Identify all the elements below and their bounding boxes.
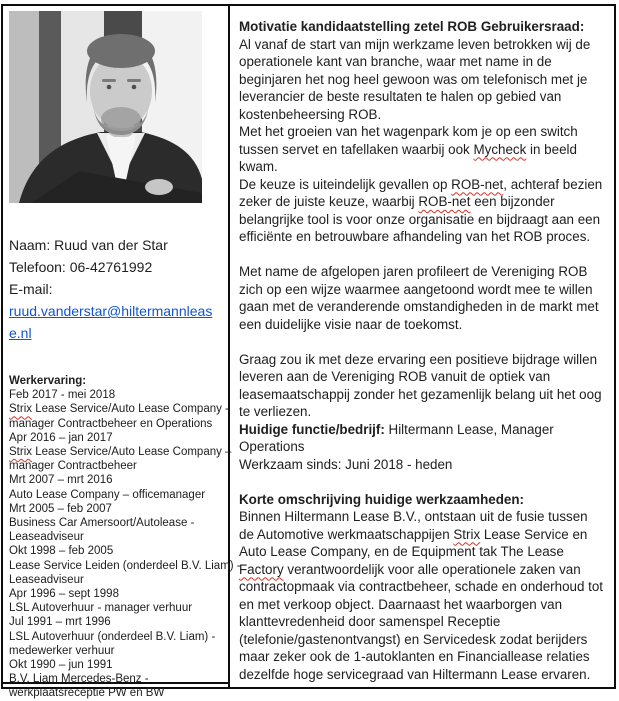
paragraph: Korte omschrijving huidige werkzaamheden: <box>239 491 524 507</box>
misspelled-word: Strix <box>9 403 32 416</box>
table-frame <box>1 4 616 700</box>
portrait-photo-graphic <box>9 11 202 203</box>
paragraph: Graag zou ik met deze ervaring een positieve bijdrage willen leveren aan de Vereniging ROB vanuit de optiek van leasemaatschappij zonder het gezamenlijk belang uit het oog te verliezen. <box>239 351 602 419</box>
paragraph: Al vanaf de start van mijn werkzame leven betrokken wij de operationele kant van branche, waar met name in de beginjaren het nog heel gewoon was om telefonisch met je leverancier de beste resultaten te halen op gebied van kostenbeheersing ROB. <box>239 36 591 122</box>
work-line: B.V. Liam Mercedes-Benz - <box>9 673 149 686</box>
misspelled-word: Mycheck <box>473 141 527 157</box>
paragraph: Werkzaam sinds: Juni 2018 - heden <box>239 456 453 472</box>
paragraph: Motivatie kandidaatstelling zetel ROB Gebruikersraad: <box>239 19 585 34</box>
work-line: Lease Service Leiden (onderdeel B.V. Liam) - <box>9 559 241 572</box>
contact-email-label: E-mail: <box>9 281 53 297</box>
misspelled-word: Strix <box>453 526 481 542</box>
contact-name: Naam: Ruud van der Star <box>9 237 168 253</box>
misspelled-word: Factory <box>239 561 284 577</box>
contact-block <box>9 234 222 344</box>
work-line: Jul 1991 – mrt 1996 <box>9 616 111 629</box>
work-line: Mrt 2007 – mrt 2016 <box>9 474 113 487</box>
work-line: Leaseadviseur <box>9 573 84 586</box>
work-line: Strix Lease Service/Auto Lease Company – <box>9 446 232 459</box>
portrait-photo <box>9 11 202 203</box>
work-line: LSL Autoverhuur - manager verhuur <box>9 602 193 615</box>
work-line: Okt 1998 – feb 2005 <box>9 545 114 558</box>
work-line: manager Contractbeheer <box>9 460 137 473</box>
work-line: Okt 1990 – jun 1991 <box>9 659 113 672</box>
paragraph: De keuze is uiteindelijk gevallen op ROB-net, achteraf bezien zeker de juiste keuze, waarbij ROB-net een bijzonder belangrijke tool is voor onze organisatie en bijdraagt aan een efficiënte en betrouwbare afhandeling van het ROB proces. <box>239 176 603 244</box>
work-line: Business Car Amersoort/Autolease - <box>9 517 195 530</box>
contact-phone: Telefoon: 06-42761992 <box>9 259 153 275</box>
work-line: Auto Lease Company – officemanager <box>9 488 206 501</box>
right-column <box>230 6 614 687</box>
paragraph: Huidige functie/bedrijf: Hiltermann Lease, Manager Operations <box>239 421 554 454</box>
misspelled-word: Strix <box>9 446 32 459</box>
misspelled-word: ROB-net <box>451 176 504 192</box>
paragraph <box>239 473 606 491</box>
paragraph <box>239 333 606 351</box>
work-line: medewerker verhuur <box>9 644 115 657</box>
work-line: manager Contractbeheer en Operations <box>9 417 213 430</box>
work-line: Apr 2016 – jan 2017 <box>9 431 113 444</box>
left-column <box>3 6 241 700</box>
paragraph: Met name de afgelopen jaren profileert de Vereniging ROB zich op een wijze waarmee aangetoond wordt mee te willen gaan met de veranderende omstandigheden in de markt met een duidelijke visie naar de toekomst. <box>239 264 599 332</box>
work-line: Strix Lease Service/Auto Lease Company - <box>9 403 229 416</box>
work-line: Leaseadviseur <box>9 531 84 544</box>
work-line: LSL Autoverhuur (onderdeel B.V. Liam) - <box>9 630 216 643</box>
paragraph <box>239 246 606 264</box>
work-line: werkplaatsreceptie PW en BW <box>9 687 165 700</box>
misspelled-word: ROB-net <box>418 194 471 209</box>
paragraph: Met het groeien van het wagenpark kom je op een switch tussen servet en tafellaken waarbij ook Mycheck in beeld kwam. <box>239 124 578 174</box>
email-link[interactable]: ruud.vanderstar@hiltermannlease.nl <box>9 303 213 341</box>
work-line: Mrt 2005 – feb 2007 <box>9 502 112 515</box>
work-line: Feb 2017 - mei 2018 <box>9 389 116 402</box>
work-line: Apr 1996 – sept 1998 <box>9 588 119 601</box>
work-history-list <box>9 374 241 701</box>
paragraph: Binnen Hiltermann Lease B.V., ontstaan uit de fusie tussen de Automotive werkmaatschappijen Strix Lease Service en Auto Lease Company, en de Equipment tak The Lease Factory verantwoordelijk voor alle operationele zaken van contractopmaak via contractbeheer, schade en onderhoud tot en met verkoop object. Daarnaast het waarborgen van klanttevredenheid door samenspel Receptie (telefonie/gastenontvangst) en Servicedesk zodat berijders maar zeker ook de 1-autoklanten en Financiallease relaties dezelfde hoge servicegraad van Hiltermann Lease ervaren. <box>239 509 604 682</box>
work-line: Werkervaring: <box>9 375 87 387</box>
